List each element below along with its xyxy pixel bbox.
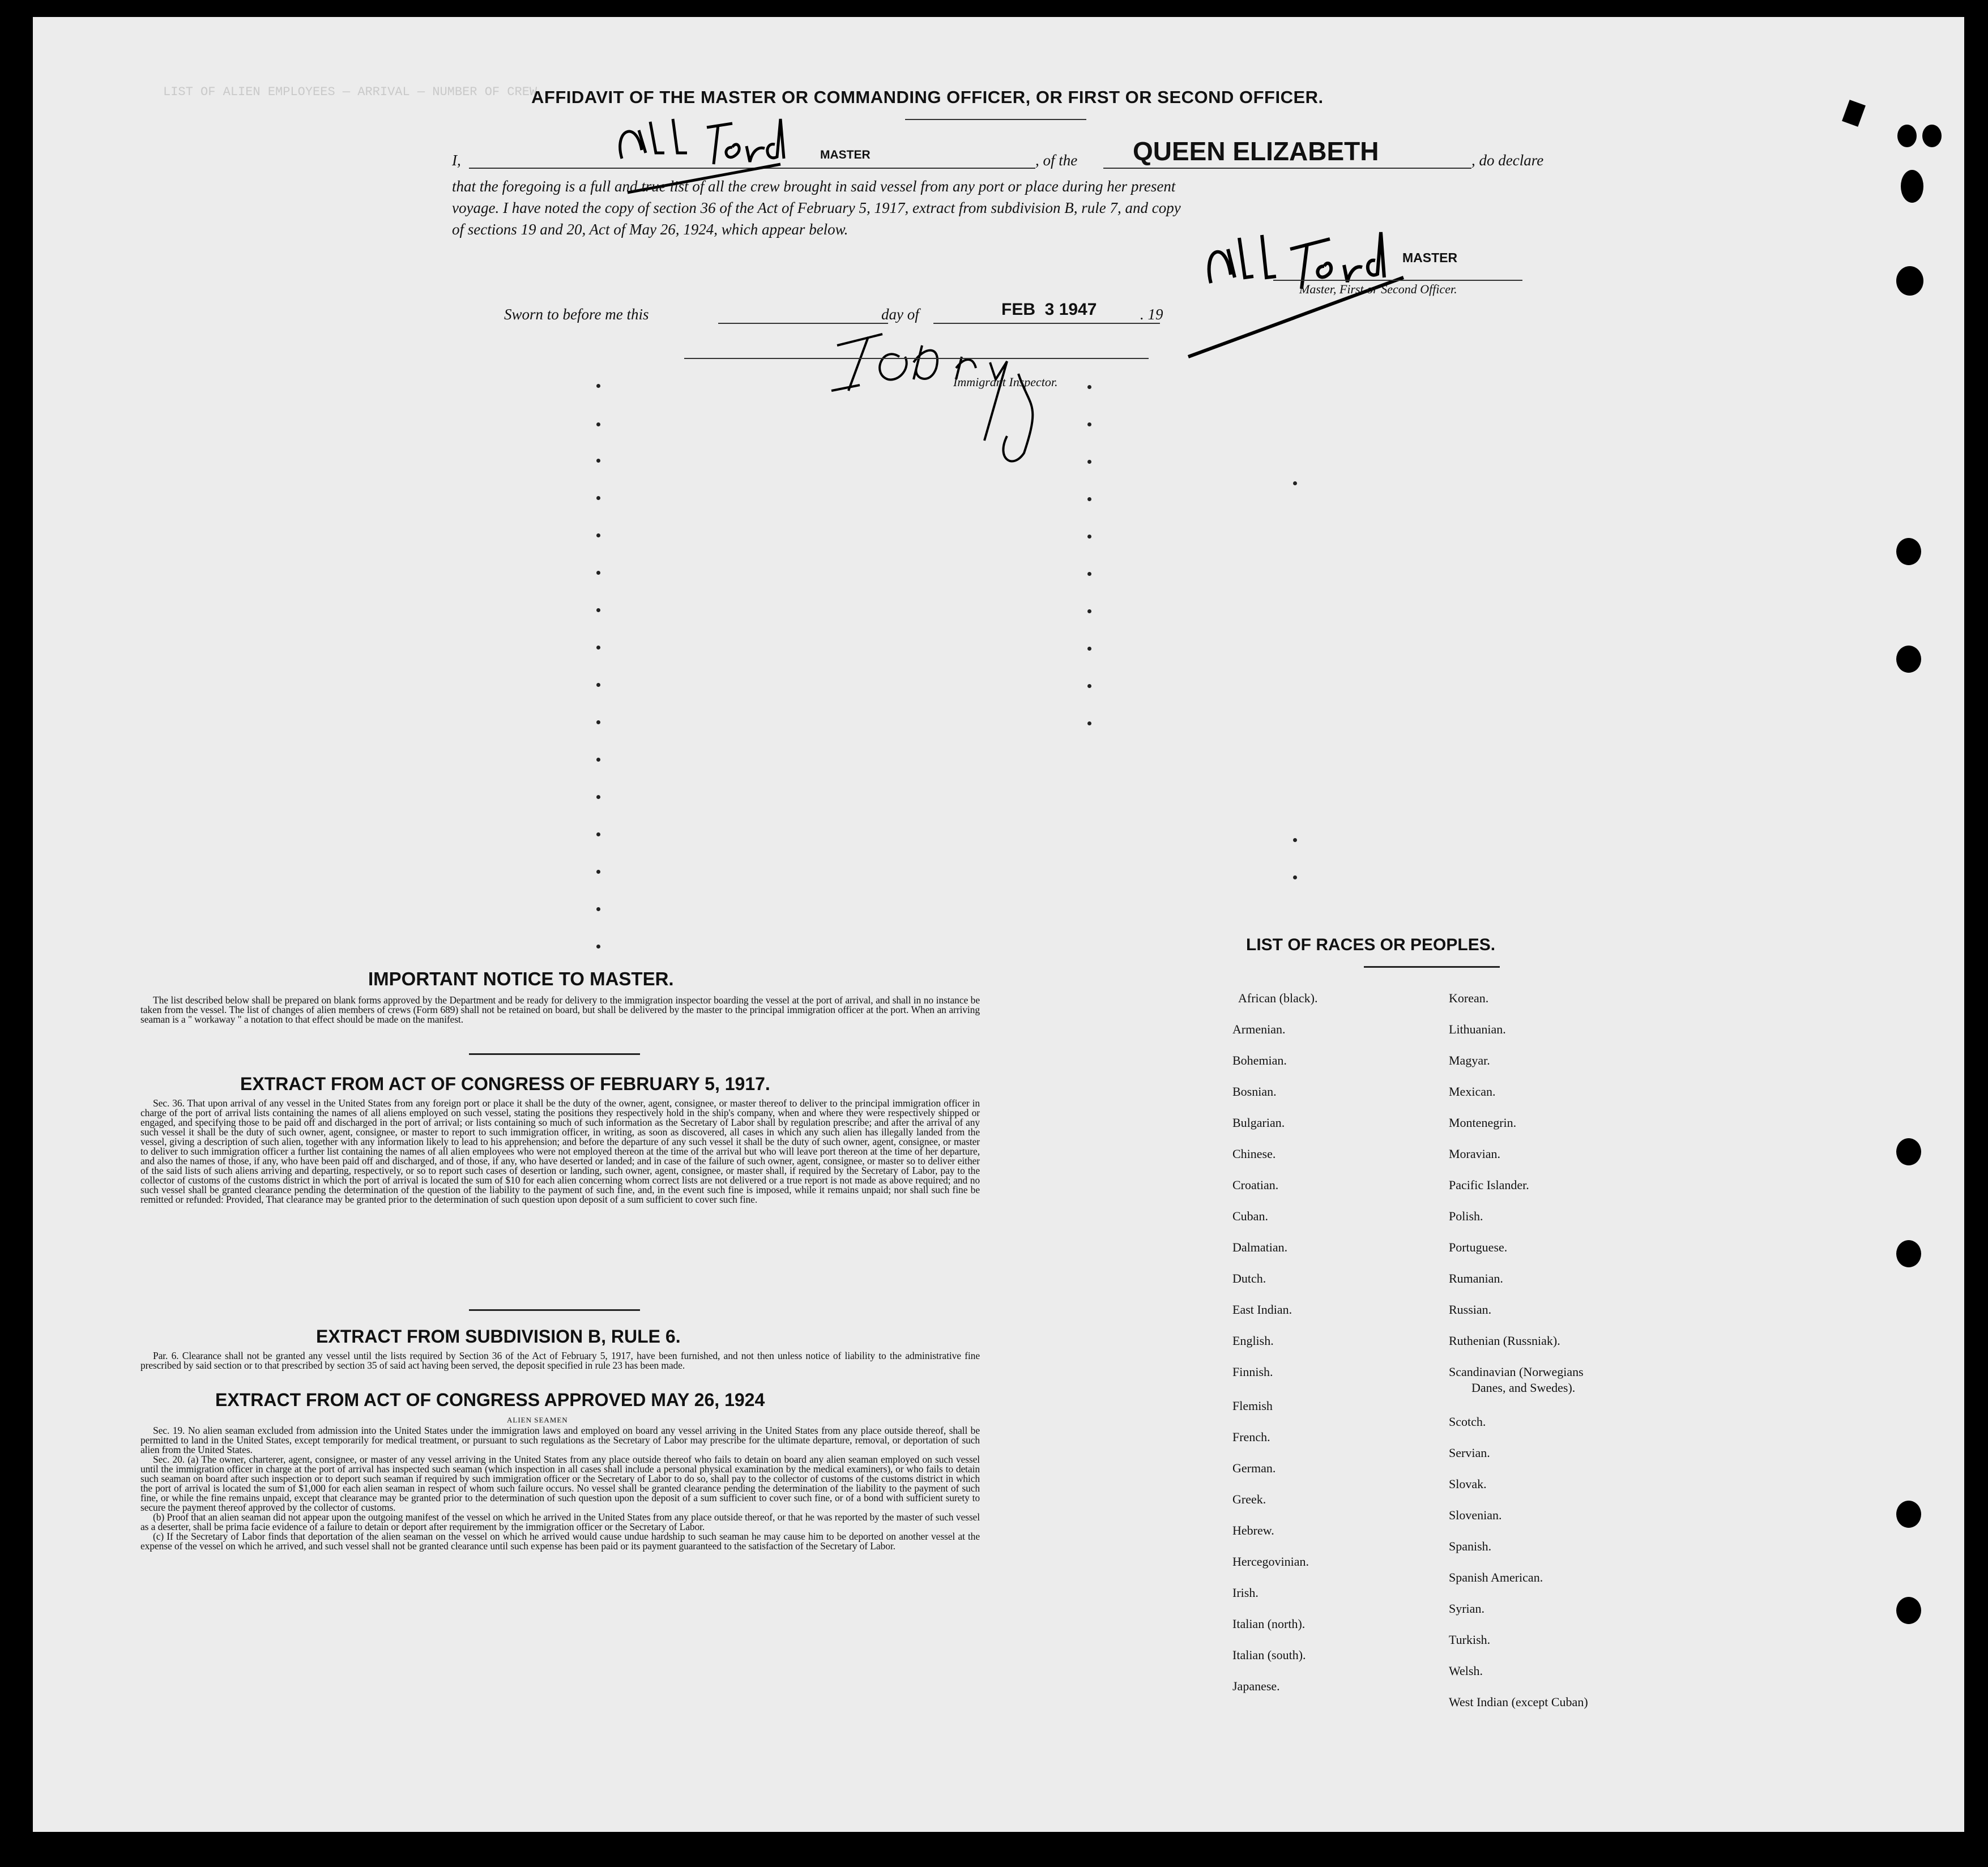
- corner-mark: [1842, 100, 1866, 127]
- notice-body: The list described below shall be prepared on blank forms approved by the Department and be ready for delivery to the immigration inspector boarding the vessel at the port of arrival, and shall in no instance be taken from the vessel. The list of changes of alien members of crews (Form 689) shall not be retained on board, but shall be delivered by the master to the principal immigration officer at the port. When an arriving seaman is a " workaway " a notation to that effect should be made on the manifest.: [140, 994, 980, 1025]
- punch-hole: [1901, 170, 1923, 203]
- race-item: Croatian.: [1232, 1178, 1279, 1192]
- extract-1924-title: EXTRACT FROM ACT OF CONGRESS APPROVED MAY 26, 1924: [215, 1390, 765, 1410]
- race-item: Bulgarian.: [1232, 1116, 1285, 1130]
- race-item: Italian (south).: [1232, 1648, 1306, 1662]
- race-item: Dutch.: [1232, 1271, 1266, 1285]
- race-item: Welsh.: [1449, 1664, 1483, 1678]
- race-item: Dalmatian.: [1232, 1240, 1288, 1254]
- race-item: Scotch.: [1449, 1415, 1486, 1429]
- race-item: African (black).: [1238, 991, 1318, 1005]
- extract-1924-body: [140, 1426, 980, 1551]
- punch-hole: [1896, 1138, 1921, 1165]
- race-item: Portuguese.: [1449, 1240, 1508, 1254]
- sec-20c: (c) If the Secretary of Labor finds that deportation of the alien seaman on the vessel on which he arrived would cause undue hardship to such seaman he may cause him to be deported on another vessel at the expense of the vessel on which he arrived, and such vessel shall not be granted clearance until such expense has been paid or its payment guaranteed to the satisfaction of the Secretary of Labor.: [140, 1531, 980, 1552]
- races-title: LIST OF RACES OR PEOPLES.: [1246, 935, 1496, 954]
- master-stamp-2: MASTER: [1402, 250, 1458, 265]
- punch-hole: [1896, 1597, 1921, 1624]
- race-item: Magyar.: [1449, 1053, 1490, 1067]
- race-item: Pacific Islander.: [1449, 1178, 1529, 1192]
- race-item: Finnish.: [1232, 1365, 1273, 1379]
- punch-hole: [1896, 538, 1921, 565]
- subdivision-title: EXTRACT FROM SUBDIVISION B, RULE 6.: [316, 1326, 681, 1347]
- race-item: Hercegovinian.: [1232, 1554, 1309, 1569]
- title-divider: [905, 119, 1086, 120]
- extract-1917-divider: [469, 1309, 640, 1311]
- extract-1924-subtitle: ALIEN SEAMEN: [507, 1416, 568, 1424]
- race-item: German.: [1232, 1461, 1276, 1475]
- extract-1917-title: EXTRACT FROM ACT OF CONGRESS OF FEBRUARY 5, 1917.: [240, 1074, 770, 1094]
- race-item: Chinese.: [1232, 1147, 1276, 1161]
- race-item: Greek.: [1232, 1492, 1266, 1506]
- inspector-blank: [684, 358, 1149, 359]
- race-item: Syrian.: [1449, 1601, 1484, 1616]
- extract-1917-body: Sec. 36. That upon arrival of any vessel in the United States from any foreign port or place it shall be the duty of the owner, agent, consignee, or master thereof to deliver to the principal immigration officer in charge of the port of arrival lists containing the names of all aliens employed on such vessel, stating the positions they respectively hold in the ship's company, when and where they were respectively shipped or engaged, and specifying those to be paid off and discharged in the port of arrival; or lists containing so much of such information as the Secretary of Labor shall by regulation prescribe; and after the arrival of any such vessel it shall be the duty of such owner, agent, consignee, or master to report to such immigration officer, in writing, as soon as discovered, all cases in which any such alien has illegally landed from the vessel, giving a description of such alien, together with any information likely to lead to his apprehension; and before the departure of any such vessel it shall be the duty of such owner, agent, consignee, or master to deliver to such immigration officer a further list containing the names of all alien employees who were not employed thereon at the time of the arrival but who will leave port thereon at the time of her departure, and also the names of those, if any, who have been paid off and discharged, and of those, if any, who have deserted or landed; and in case of the failure of such owner, agent, consignee, or master so to deliver either of the said lists of such aliens arriving and departing, respectively, or so to report such cases of desertion or landing, such owner, agent, consignee, or master shall, if required by the Secretary of Labor, pay to the collector of customs of the customs district in which the port of arrival is located the sum of $10 for each alien concerning whom correct lists are not delivered or a true report is not made as above required; and no such vessel shall be granted clearance pending the determination of the question of the liability to the payment of such fine, and, in the event such fine is imposed, while it remains unpaid; nor shall such fine be remitted or refunded: Provided, That clearance may be granted prior to the determination of such question upon deposit of a sum sufficient to cover such fine.: [140, 1097, 980, 1205]
- date-stamp: FEB 3 1947: [1001, 300, 1097, 319]
- affidavit-i: I,: [452, 152, 461, 169]
- race-item: Polish.: [1449, 1209, 1483, 1223]
- race-item: English.: [1232, 1334, 1274, 1348]
- race-item: Servian.: [1449, 1446, 1490, 1460]
- race-item: Turkish.: [1449, 1633, 1491, 1647]
- race-item: Korean.: [1449, 991, 1489, 1005]
- race-item: East Indian.: [1232, 1302, 1292, 1317]
- race-item: Slovenian.: [1449, 1508, 1502, 1522]
- race-item: Spanish American.: [1449, 1570, 1543, 1584]
- signer-caption: Master, First or Second Officer.: [1299, 282, 1457, 296]
- race-item: Irish.: [1232, 1586, 1259, 1600]
- day-of-label: day of: [881, 306, 919, 323]
- race-item: Bohemian.: [1232, 1053, 1287, 1067]
- race-item: Flemish: [1232, 1399, 1273, 1413]
- race-item: Cuban.: [1232, 1209, 1268, 1223]
- affidavit-line-4: of sections 19 and 20, Act of May 26, 1924, which appear below.: [452, 221, 848, 238]
- race-item: Spanish.: [1449, 1539, 1492, 1553]
- vessel-blank: [1103, 168, 1471, 169]
- race-item: Montenegrin.: [1449, 1116, 1517, 1130]
- punch-hole: [1897, 125, 1917, 147]
- race-item: Slovak.: [1449, 1477, 1487, 1491]
- punch-hole: [1922, 125, 1942, 147]
- notice-divider: [469, 1053, 640, 1055]
- punch-hole: [1896, 266, 1923, 296]
- vessel-name: QUEEN ELIZABETH: [1133, 136, 1379, 166]
- inspector-caption: Immigrant Inspector.: [953, 375, 1058, 389]
- sec-20a: Sec. 20. (a) The owner, charterer, agent, consignee, or master of any vessel arriving in the United States from any place outside thereof who fails to detain on board any alien seaman employed on such vessel until the immigration officer in charge at the port of arrival has inspected such seaman (which inspection in all cases shall include a personal physical examination by the medical examiners), or who fails to detain such seaman on board after such inspection or to deport such seaman if required by such immigration officer or the Secretary of Labor to do so, shall pay to the collector of customs of the customs district in which the port of arrival is located the sum of $1,000 for each alien seaman in respect of whom such failure occurs. No vessel shall be granted clearance pending the determination of the liability to the payment of such fine, or while the fine remains unpaid, except that clearance may be granted prior to the determination of such question upon the deposit of a sum sufficient to cover such fine, or of a bond with sufficient surety to secure the payment thereof approved by the collector of customs.: [140, 1454, 980, 1513]
- affidavit-title: AFFIDAVIT OF THE MASTER OR COMMANDING OFFICER, OR FIRST OR SECOND OFFICER.: [531, 87, 1324, 107]
- race-item: Ruthenian (Russniak).: [1449, 1334, 1560, 1348]
- race-item: Moravian.: [1449, 1147, 1501, 1161]
- race-item: Scandinavian (Norwegians: [1449, 1365, 1584, 1379]
- signer-blank: [1273, 280, 1522, 281]
- race-item: Japanese.: [1232, 1679, 1280, 1693]
- race-item: Hebrew.: [1232, 1523, 1274, 1537]
- notice-title: IMPORTANT NOTICE TO MASTER.: [368, 968, 674, 989]
- year-suffix: . 19: [1140, 306, 1163, 323]
- race-item: Armenian.: [1232, 1022, 1286, 1036]
- do-declare-text: , do declare: [1471, 152, 1544, 169]
- inspector-signature: [814, 323, 1109, 476]
- race-item: Danes, and Swedes).: [1471, 1381, 1576, 1395]
- master-stamp: MASTER: [820, 148, 871, 161]
- race-item: Russian.: [1449, 1302, 1492, 1317]
- of-the-text: , of the: [1035, 152, 1078, 169]
- race-item: Bosnian.: [1232, 1084, 1277, 1099]
- affidavit-line-2: that the foregoing is a full and true list of all the crew brought in said vessel from any port or place during her present: [452, 178, 1176, 195]
- affidavit-line-3: voyage. I have noted the copy of section 36 of the Act of February 5, 1917, extract from subdivision B, rule 7, and copy: [452, 199, 1181, 216]
- race-item: Rumanian.: [1449, 1271, 1503, 1285]
- sec-19: Sec. 19. No alien seaman excluded from admission into the United States under the immigration laws and employed on board any vessel arriving in the United States from any place outside thereof, shall be permitted to land in the United States, except temporarily for medical treatment, or pursuant to such regulations as the Secretary of Labor may prescribe for the ultimate departure, removal, or deportation of such alien from the United States.: [140, 1425, 980, 1455]
- race-item: French.: [1232, 1430, 1270, 1444]
- punch-hole: [1896, 1240, 1921, 1267]
- sec-20b: (b) Proof that an alien seaman did not appear upon the outgoing manifest of the vessel on which he arrived in the United States from any place outside thereof, or that he was reported by the master of such vessel as a deserter, shall be prima facie evidence of a failure to detain or deport after requirement by the immigration officer or the Secretary of Labor.: [140, 1511, 980, 1532]
- race-item: Italian (north).: [1232, 1617, 1306, 1631]
- subdivision-body: Par. 6. Clearance shall not be granted any vessel until the lists required by Section 36 of the Act of February 5, 1917, have been furnished, and not then unless notice of liability to the administrative fine prescribed by said section or to that prescribed by section 35 of said act having been served, the deposit specified in rule 23 has been made.: [140, 1350, 980, 1371]
- race-item: West Indian (except Cuban): [1449, 1695, 1588, 1709]
- punch-hole: [1896, 1501, 1921, 1528]
- document-page: [33, 17, 1964, 1832]
- sworn-label: Sworn to before me this: [504, 306, 649, 323]
- bleed-through-header: LIST OF ALIEN EMPLOYEES — ARRIVAL — NUMBER OF CREW: [163, 85, 537, 99]
- races-divider: [1364, 966, 1500, 968]
- race-item: Mexican.: [1449, 1084, 1496, 1099]
- punch-hole: [1896, 646, 1921, 673]
- race-item: Lithuanian.: [1449, 1022, 1506, 1036]
